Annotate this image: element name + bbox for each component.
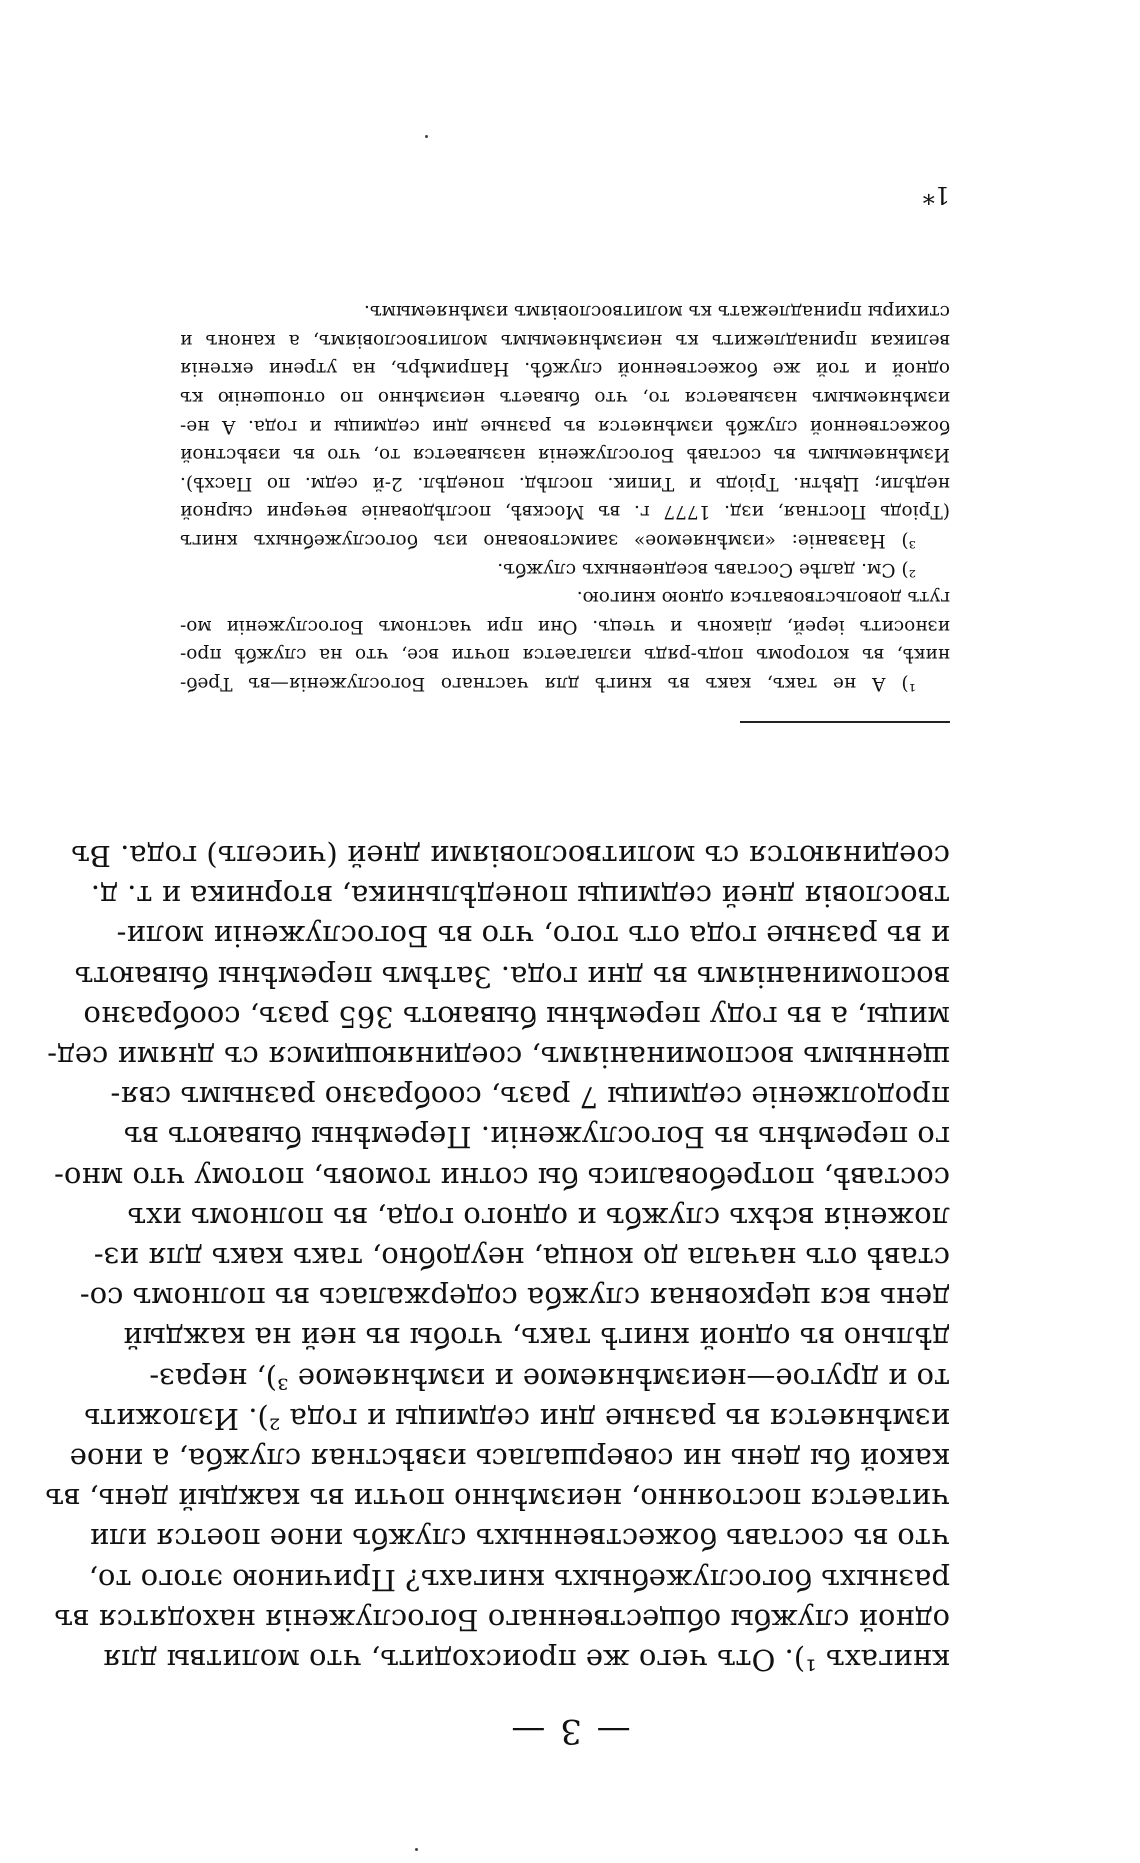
body-line: дѣльно въ одной книгѣ такъ, чтобы въ ней на каждый (123, 1321, 950, 1356)
footnote-line: измѣняемымъ называется то, что бываетъ неизмѣнно по отношенію къ (180, 387, 950, 409)
body-line: день вся церковная служба содержалась въ полномъ со- (79, 1281, 950, 1316)
body-line: что въ составъ божественныхъ службъ иное поется или (89, 1522, 950, 1557)
body-line: и въ разные года отъ того, что въ Богослуженіи моли- (116, 919, 950, 954)
body-line: продолженіе седмицы 7 разъ, сообразно разнымъ свя- (110, 1080, 950, 1115)
body-line: составѣ, потребовались бы сотни томовъ, потому что мно- (54, 1160, 950, 1195)
scan-speck (425, 135, 428, 138)
footnote-line: Измѣняемымъ въ составѣ Богослуженія называется то, что въ извѣстной (180, 444, 950, 466)
body-line: го перемѣнъ въ Богослуженіи. Перемѣны бываютъ въ (123, 1120, 950, 1155)
signature-mark: 1* (922, 181, 950, 209)
footnote-line: никѣ, въ которомъ подъ-рядъ излагается почти все, что на службѣ про- (180, 644, 950, 666)
footnote-line: ²) См. далѣе Составъ вседневныхъ службъ. (497, 558, 916, 580)
footnote-line: износитъ іерей, діаконъ и чтецъ. Они при частномъ Богослуженіи мо- (180, 615, 950, 637)
body-line: разныхъ богослужебныхъ книгахъ? Причиною этого то, (88, 1562, 950, 1597)
body-line: книгахъ ¹). Отъ чего же происходитъ, что молитвы для (102, 1643, 950, 1677)
footnote-line: божественной службѣ измѣняется въ разные дни седмицы и года. А не- (180, 415, 950, 437)
footnote-line: ¹) А не такъ, какъ въ книгѣ для частнаго Богослуженія—въ Треб- (180, 673, 916, 694)
footnote-line: великая принадлежитъ къ неизмѣняемымъ молитвословіямъ, а канонъ и (180, 329, 950, 351)
footnote-line: стихиры принадлежатъ къ молитвословіямъ измѣняемымъ. (363, 301, 950, 323)
body-line: твословія дней седмицы понедѣльника, вторника и т. д. (90, 879, 950, 914)
footnote-separator (740, 721, 950, 723)
body-line: соединяются съ молитвословіями дней (чиселъ) года. Въ (71, 838, 950, 873)
body-line: какой бы день ни совершалась извѣстная служба, а иное (69, 1441, 950, 1476)
page-number: — 3 — (509, 1711, 631, 1751)
body-line: ставѣ отъ начала до конца, неудобно, такъ какъ для из- (93, 1240, 950, 1275)
body-line: мицы, а въ году перемѣны бываютъ 365 разъ, сообразно (83, 999, 950, 1034)
body-line: щеннымъ воспоминаніямъ, соединяющимся съ днями сед- (47, 1039, 950, 1074)
body-line: то и другое—неизмѣняемое и измѣняемое ³), нераз- (149, 1361, 950, 1396)
footnote-line: недѣли; Цвѣтн. Тріодь и Типик. послѣд. понедѣл. 2-й седм. по Пасхѣ). (180, 472, 950, 494)
body-line: читается постоянно, неизмѣнно почти въ каждый день, въ (45, 1482, 950, 1517)
footnote-line: гутъ довольствоваться одною книгою. (576, 587, 950, 609)
body-text (45, 836, 950, 1680)
body-line: воспоминаніямъ въ дни года. Затѣмъ перемѣны бываютъ (74, 959, 950, 994)
body-line: ложенія всѣхъ службъ и одного года, въ полномъ ихъ (127, 1200, 950, 1235)
footnotes (180, 297, 950, 697)
body-line: одной службы общественнаго Богослуженія находятся въ (54, 1602, 950, 1637)
footnote-line: (Тріодь Постная, изд. 1777 г. въ Москвѣ, послѣдованіе вечерни сырной (180, 501, 950, 523)
footnote-line: ³) Названіе: «измѣняемое» заимствовано изъ богослужебныхъ книгъ (180, 530, 916, 552)
scan-speck (415, 1848, 418, 1851)
body-line: измѣняется въ разные дни седмицы и года ²). Изложить (84, 1401, 950, 1436)
footnote-line: одной и той же божественной службѣ. Напримѣръ, на утрени ектенія (180, 358, 950, 380)
